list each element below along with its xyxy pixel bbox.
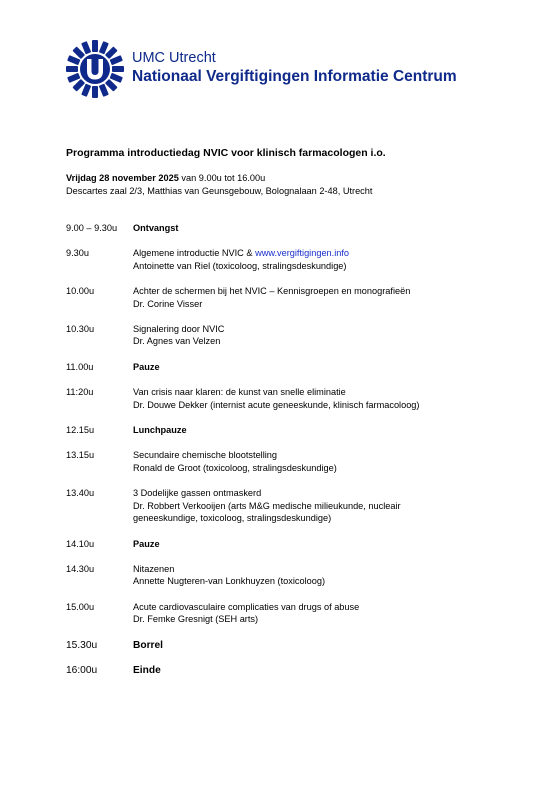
schedule-time: 14.30u	[66, 563, 95, 574]
schedule-title: Pauze	[133, 538, 160, 549]
schedule-title: Ontvangst	[133, 223, 179, 233]
schedule-title: Signalering door NVIC	[133, 324, 225, 335]
website-link[interactable]: www.vergiftigingen.info	[255, 248, 350, 259]
schedule-row	[66, 487, 506, 524]
schedule-title: Achter de schermen bij het NVIC – Kennisgroepen en monografieën	[133, 286, 411, 297]
schedule-time: 11:20u	[66, 387, 94, 398]
schedule-time: 15.00u	[66, 601, 95, 612]
org-name-small: UMC Utrecht	[132, 50, 216, 66]
schedule-time: 13.40u	[66, 488, 95, 499]
schedule-speaker: Dr. Femke Gresnigt (SEH arts)	[133, 614, 259, 625]
schedule-time: 14.10u	[66, 538, 95, 549]
schedule-row	[66, 247, 506, 272]
organisation-names	[132, 50, 457, 86]
programme-title: Programma introductiedag NVIC voor klinisch farmacologen i.o.	[66, 147, 386, 159]
schedule-row	[66, 601, 506, 626]
schedule-time: 15.30u	[66, 639, 98, 651]
schedule-row	[66, 323, 506, 348]
event-date-bold: Vrijdag 28 november 2025	[66, 173, 179, 183]
schedule-time: 12.15u	[66, 425, 95, 436]
schedule-time: 16:00u	[66, 664, 98, 676]
schedule-time: 10.30u	[66, 324, 95, 335]
schedule-row	[66, 664, 506, 677]
schedule-row	[66, 538, 506, 550]
programme-intro	[66, 146, 506, 198]
event-date-rest: van 9.00u tot 16.00u	[178, 173, 266, 183]
schedule-title: Borrel	[133, 639, 164, 651]
schedule-row	[66, 386, 506, 411]
schedule	[66, 222, 506, 677]
schedule-speaker: Dr. Agnes van Velzen	[133, 336, 221, 347]
schedule-title: Secundaire chemische blootstelling	[133, 450, 278, 461]
schedule-title: Pauze	[133, 361, 160, 372]
schedule-row	[66, 285, 506, 310]
letterhead	[66, 40, 486, 100]
schedule-time: 9.00 – 9.30u	[66, 223, 118, 233]
event-location: Descartes zaal 2/3, Matthias van Geunsgebouw, Bolognalaan 2-48, Utrecht	[66, 186, 373, 196]
schedule-speaker: Annette Nugteren-van Lonkhuyzen (toxicoloog)	[133, 576, 326, 587]
schedule-title: Einde	[133, 664, 161, 676]
schedule-speaker: Dr. Douwe Dekker (internist acute geneeskunde, klinisch farmacoloog)	[133, 399, 420, 410]
schedule-title: 3 Dodelijke gassen ontmaskerd	[133, 488, 262, 499]
schedule-row	[66, 639, 506, 652]
schedule-row	[66, 563, 506, 588]
schedule-row	[66, 449, 506, 474]
schedule-time: 11.00u	[66, 361, 94, 372]
event-date	[66, 172, 506, 185]
schedule-speaker: Antoinette van Riel (toxicoloog, stralingsdeskundige)	[133, 260, 347, 271]
schedule-title: Acute cardiovasculaire complicaties van drugs of abuse	[133, 601, 360, 612]
schedule-row	[66, 222, 506, 234]
schedule-speaker: Dr. Robbert Verkooijen (arts M&G medische milieukunde, nucleair	[133, 500, 401, 511]
schedule-title: Lunchpauze	[133, 425, 187, 436]
schedule-speaker: Ronald de Groot (toxicoloog, stralingsdeskundige)	[133, 462, 337, 473]
org-name-large: Nationaal Vergiftigingen Informatie Centrum	[132, 68, 457, 85]
schedule-title: Algemene introductie NVIC &	[133, 248, 256, 259]
schedule-time: 10.00u	[66, 286, 95, 297]
schedule-time: 13.15u	[66, 450, 95, 461]
schedule-row	[66, 424, 506, 436]
schedule-title: Nitazenen	[133, 563, 175, 574]
schedule-time: 9.30u	[66, 248, 89, 259]
schedule-row	[66, 361, 506, 373]
schedule-title: Van crisis naar klaren: de kunst van snelle eliminatie	[133, 387, 346, 398]
schedule-speaker-continued: geneeskundige, toxicoloog, stralingsdeskundige)	[133, 513, 332, 524]
schedule-speaker: Dr. Corine Visser	[133, 298, 203, 309]
umc-utrecht-logo-icon	[66, 40, 124, 98]
